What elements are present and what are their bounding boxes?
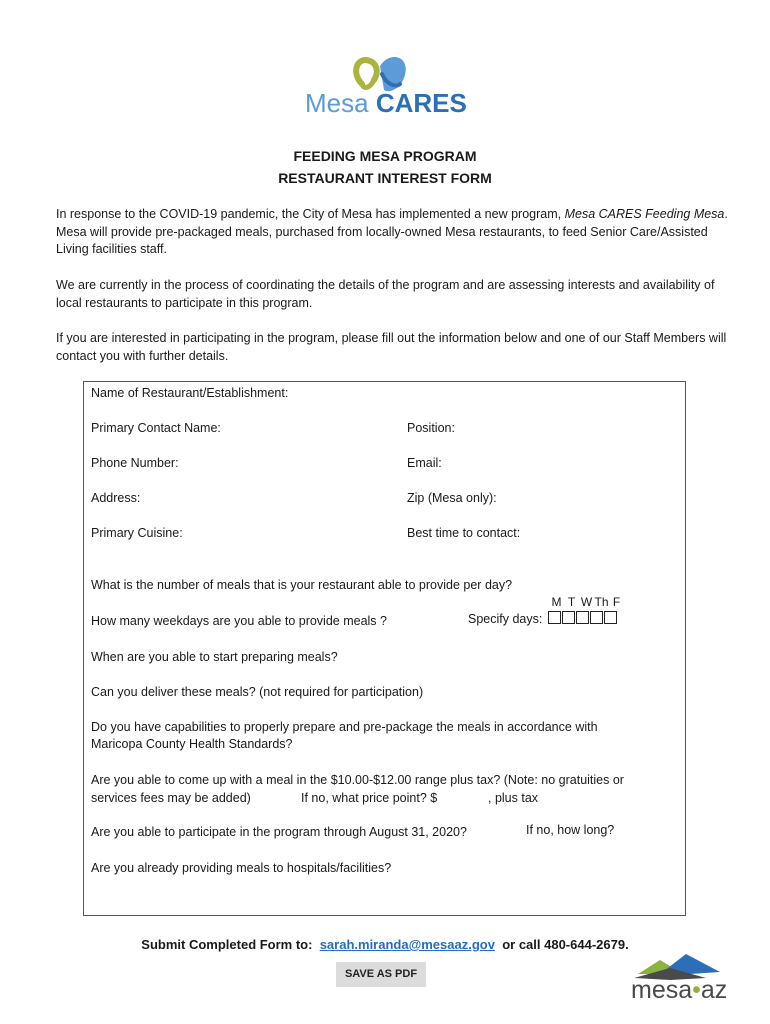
tuesday-checkbox[interactable]: [562, 611, 575, 624]
price-question-line1: Are you able to come up with a meal in the $10.00-$12.00 range plus tax? (Note: no gratuities or: [91, 773, 624, 787]
day-label: W: [580, 595, 593, 609]
monday-checkbox[interactable]: [548, 611, 561, 624]
form-title-line1: FEEDING MESA PROGRAM: [293, 148, 477, 164]
wednesday-checkbox[interactable]: [576, 611, 589, 624]
day-checkboxes: [548, 611, 617, 624]
intro-p1-italic: Mesa CARES Feeding Mesa: [564, 207, 725, 221]
mesa-cares-logo: [305, 88, 467, 119]
day-label: Th: [594, 595, 609, 609]
day-label: M: [551, 595, 562, 609]
how-long-field[interactable]: If no, how long?: [526, 823, 615, 837]
footer-logo-mesa: mesa: [631, 976, 693, 1004]
price-question-line2: services fees may be added): [91, 791, 251, 805]
submit-email-link[interactable]: sarah.miranda@mesaaz.gov: [319, 937, 495, 952]
friday-checkbox[interactable]: [604, 611, 617, 624]
plus-tax-label: , plus tax: [488, 791, 539, 805]
day-label: F: [612, 595, 621, 609]
save-as-pdf-button[interactable]: SAVE AS PDF: [336, 962, 426, 987]
contact-name-field[interactable]: Primary Contact Name:: [91, 421, 221, 435]
capabilities-field[interactable]: Maricopa County Health Standards?: [91, 737, 293, 751]
intro-paragraph-2: We are currently in the process of coordinating the details of the program and are assessing interests and availability of local restaurants to participate in this program.: [56, 278, 715, 310]
intro-paragraph-3: If you are interested in participating in the program, please fill out the information below and one of our Staff Members will contact you with further details.: [56, 331, 727, 363]
position-field[interactable]: Position:: [407, 421, 455, 435]
capabilities-question-line1: Do you have capabilities to properly prepare and pre-package the meals in accordance with: [91, 720, 598, 734]
logo-mesa-text: Mesa: [305, 88, 369, 118]
thursday-checkbox[interactable]: [590, 611, 603, 624]
restaurant-name-field[interactable]: Name of Restaurant/Establishment:: [91, 386, 289, 400]
submit-prefix: Submit Completed Form to:: [141, 937, 313, 952]
weekdays-field[interactable]: How many weekdays are you able to provide meals ?: [91, 614, 387, 628]
already-providing-field[interactable]: Are you already providing meals to hospitals/facilities?: [91, 861, 392, 875]
meals-per-day-field[interactable]: What is the number of meals that is your restaurant able to provide per day?: [91, 578, 513, 592]
day-label: T: [567, 595, 576, 609]
phone-field[interactable]: Phone Number:: [91, 456, 179, 470]
cuisine-field[interactable]: Primary Cuisine:: [91, 526, 183, 540]
form-title-line2: RESTAURANT INTEREST FORM: [278, 170, 492, 186]
address-field[interactable]: Address:: [91, 491, 141, 505]
logo-cares-text: CARES: [375, 88, 467, 118]
specify-days-label: Specify days:: [468, 612, 543, 626]
participate-field[interactable]: Are you able to participate in the program through August 31, 2020?: [91, 825, 467, 839]
days-header: [549, 595, 624, 609]
best-time-field[interactable]: Best time to contact:: [407, 526, 521, 540]
footer-logo-dot: •: [692, 976, 701, 1004]
deliver-field[interactable]: Can you deliver these meals? (not required for participation): [91, 685, 424, 699]
submit-suffix: or call 480-644-2679.: [502, 937, 629, 952]
zip-field[interactable]: Zip (Mesa only):: [407, 491, 497, 505]
price-point-field[interactable]: If no, what price point? $: [301, 791, 438, 805]
mesa-az-logo: [631, 976, 727, 1005]
footer-logo-az: az: [700, 976, 728, 1004]
intro-paragraph-1: [56, 206, 736, 259]
start-date-field[interactable]: When are you able to start preparing meals?: [91, 650, 338, 664]
intro-p1-after: . Mesa will provide pre-packaged meals, purchased from locally-owned Mesa restaurants, to feed Senior Care/Assisted Living facilities staff.: [56, 207, 728, 256]
email-field[interactable]: Email:: [407, 456, 442, 470]
intro-p1-before: In response to the COVID-19 pandemic, the City of Mesa has implemented a new program,: [56, 207, 565, 221]
